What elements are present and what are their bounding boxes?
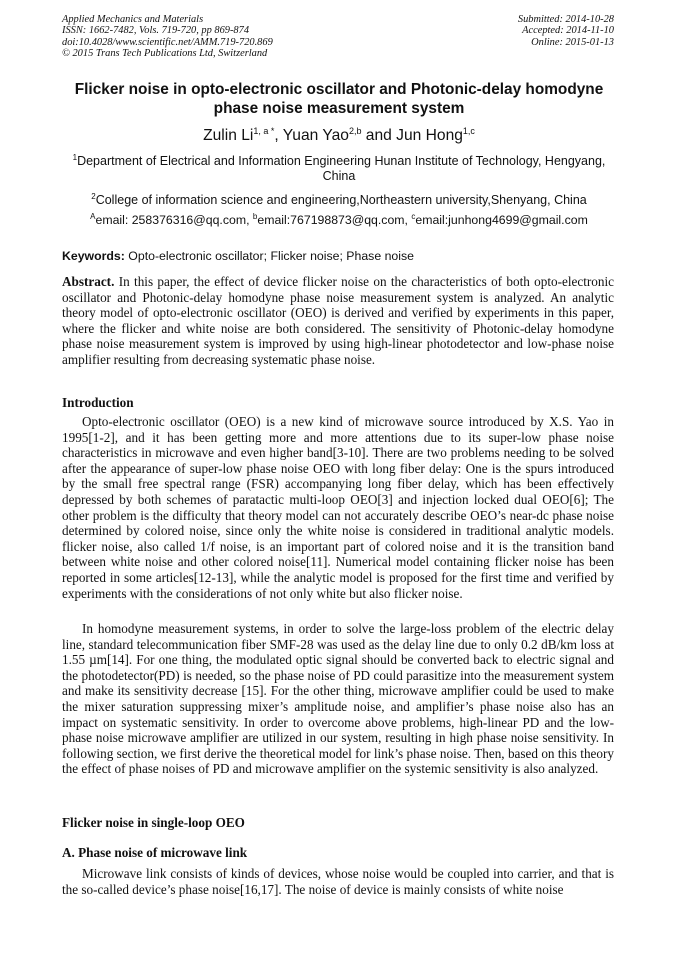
paper-title: Flicker noise in opto-electronic oscillator and Photonic-delay homodyne phase noise measurement system: [74, 81, 604, 117]
email-marker: b: [252, 212, 258, 221]
affiliation-marker: 2: [91, 192, 96, 201]
abstract-text: In this paper, the effect of device flicker noise on the characteristics of both opto-electronic oscillator and Photonic-delay homodyne phase noise measurement system is analyzed. An analytic theory model of opto-electronic oscillator (OEO) is derived and verified by experiments in this paper, where the flicker and white noise are both considered. The sensitivity of Photonic-delay homodyne phase noise measurement system is improved by using high-linear photodetector and low-phase noise amplifier resulting from decreasing systematic phase noise.: [62, 274, 614, 367]
email-marker: A: [90, 212, 96, 221]
author-separator: and: [361, 127, 397, 144]
affiliation-text: College of information science and engineering,Northeastern university,Shenyang, China: [95, 193, 587, 207]
email-text: email: 258376316@qq.com,: [95, 213, 253, 227]
paragraph: In homodyne measurement systems, in order to solve the large-loss problem of the electric delay line, standard telecommunication fiber SMF-28 was used as the delay line due to only 0.2 dB/km loss at 1.55 µm[14]. For one thing, the modulated optic signal should be converted back to electric signal and the photodetector(PD) is needed, so the phase noise of PD could parasitize into the measurement system and make its sensitivity decrease [15]. For the other thing, microwave amplifier could be used to make the mixer saturation suppressing mixer’s amplitude noise, and amplifier’s phase noise also has an impact on systematic sensitivity. In order to overcome above problems, high-linear PD and the low-phase noise microwave amplifier are utilized in our system, resulting in high phase noise sensitivity. In following section, we first derive the theoretical model for link’s phase noise. Then, based on this theory the effect of phase noises of PD and microwave amplifier on the systemic sensitivity is also analyzed.: [62, 621, 614, 777]
author-list: [40, 127, 638, 145]
author-affiliation-marker: 1,c: [462, 126, 475, 136]
journal-issn: ISSN: 1662-7482, Vols. 719-720, pp 869-874: [62, 25, 250, 37]
email-text: email:junhong4699@gmail.com: [415, 213, 588, 227]
affiliation-text: Department of Electrical and Information Engineering Hunan Institute of Technology, Hengyang, China: [77, 154, 606, 183]
submitted-date: Submitted: 2014-10-28: [517, 14, 614, 25]
author-affiliation-marker: 2,b: [348, 126, 362, 136]
email-text: email:767198873@qq.com,: [257, 213, 412, 227]
keywords-text: Opto-electronic oscillator; Flicker noise; Phase noise: [124, 249, 414, 263]
abstract: [62, 274, 614, 368]
journal-header: [62, 14, 273, 60]
affiliation-marker: 1: [72, 153, 78, 162]
author-name: Yuan Yao: [282, 127, 349, 144]
dates-header: [518, 14, 614, 48]
paragraph: Microwave link consists of kinds of devices, whose noise would be coupled into carrier, and that is the so-called device’s phase noise[16,17]. The noise of device is mainly consists of white noise: [62, 866, 614, 897]
journal-doi: doi:10.4028/www.scientific.net/AMM.719-720.869: [62, 36, 273, 48]
subsection-heading: A. Phase noise of microwave link: [62, 845, 248, 860]
keywords-label: Keywords:: [62, 249, 125, 263]
journal-copyright: © 2015 Trans Tech Publications Ltd, Switzerland: [62, 48, 268, 60]
abstract-label: Abstract.: [62, 274, 115, 289]
section-heading-introduction: Introduction: [62, 395, 134, 410]
affiliation: [62, 193, 616, 208]
journal-name: Applied Mechanics and Materials: [62, 14, 204, 25]
author-separator: ,: [274, 127, 283, 144]
affiliation: [62, 154, 616, 184]
author-affiliation-marker: 1, a *: [253, 126, 275, 136]
author-name: Zulin Li: [203, 127, 254, 144]
online-date: Online: 2015-01-13: [531, 36, 614, 48]
email-marker: c: [411, 212, 416, 221]
accepted-date: Accepted: 2014-11-10: [522, 25, 614, 37]
author-emails: [40, 213, 638, 228]
author-name: Jun Hong: [396, 127, 463, 144]
section-heading: Flicker noise in single-loop OEO: [62, 815, 245, 830]
paragraph: Opto-electronic oscillator (OEO) is a new kind of microwave source introduced by X.S. Yao in 1995[1-2], and it has been getting more and more attentions due to its super-low phase noise characteristics in microwave and even higher band[3-10]. There are two problems needing to be solved after the appearance of super-low phase noise OEO with long fiber delay: One is the spurs introduced by the small free spectral range (FSR) accompanying long fiber delay, which has been effectively depressed by both schemes of paratactic multi-loop OEO[3] and injection locked dual OEO[6]; The other problem is the difficulty that theory model can not accurately describe OEO’s near-dc phase noise determined by colored noise, since only the white noise is considered in traditional analytic models. flicker noise, also called 1/f noise, is an important part of colored noise and it is the transition band between white noise and other colored noise[11]. Numerical model containing flicker noise has been reported in some articles[12-13], while the analytic model is proposed for the first time and verified by experiments with the considerations of not only white but also flicker noise.: [62, 414, 614, 601]
keywords: [62, 249, 622, 264]
